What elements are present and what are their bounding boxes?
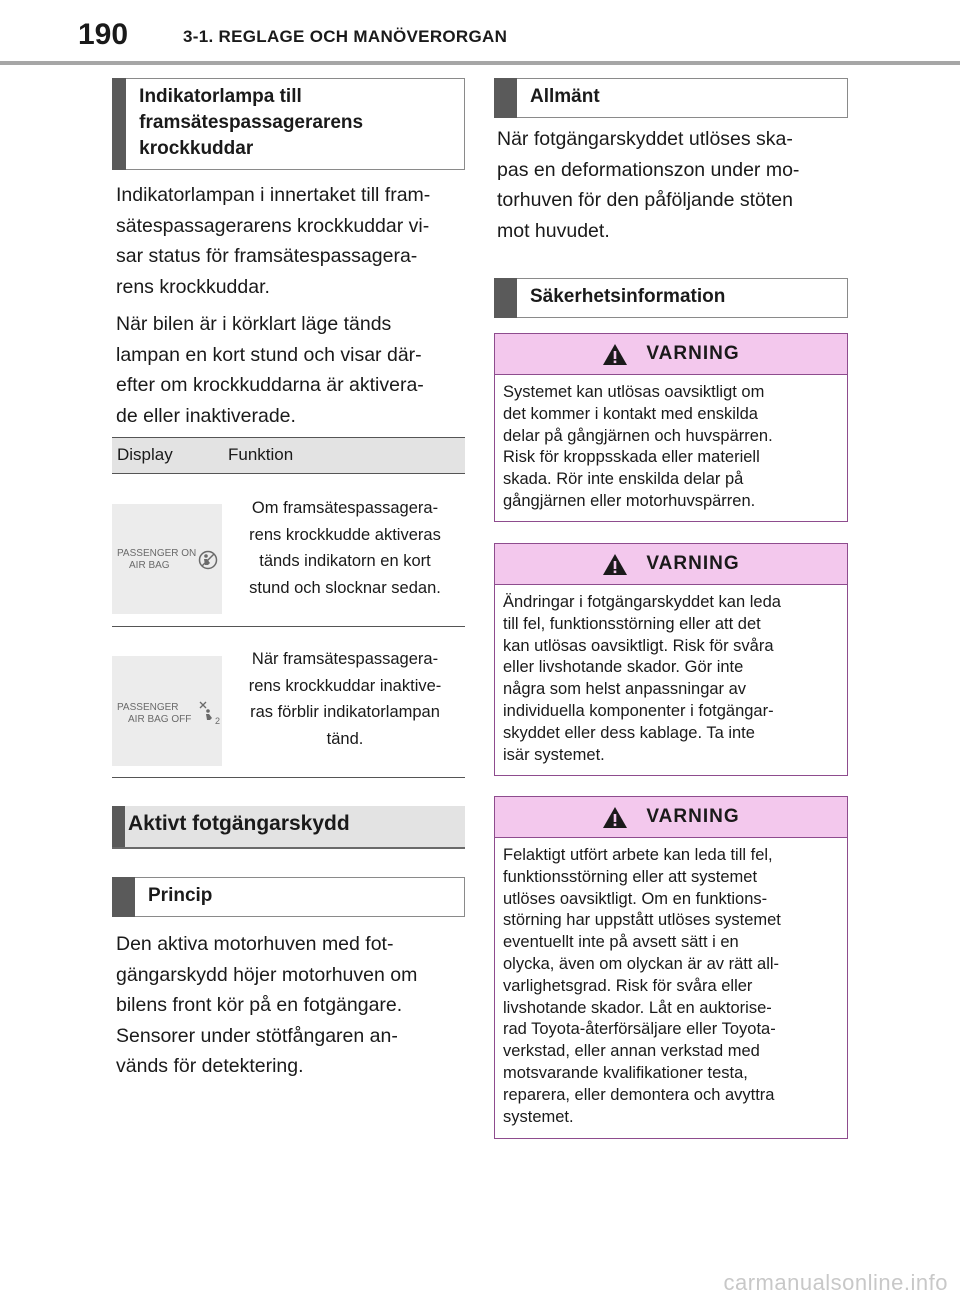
text-line: de eller inaktiverade. xyxy=(116,404,296,427)
table-row-divider xyxy=(112,626,465,627)
text-line: vänds för detektering. xyxy=(116,1055,304,1077)
text-line: sätespassagerarens krockkuddar vi- xyxy=(116,214,430,237)
passenger-seat-off-icon xyxy=(198,700,222,726)
warning-label: VARNING xyxy=(646,806,740,827)
header-rule xyxy=(0,61,960,65)
warning-box xyxy=(494,796,848,1139)
text-line: Sensorer under stötfångaren an- xyxy=(116,1024,398,1047)
text-line: Den aktiva motorhuven med fot- xyxy=(116,933,394,955)
principle-paragraph xyxy=(116,929,466,1082)
text-line: gängarskydd höjer motorhuven om xyxy=(116,963,418,986)
section-title: 3-1. REGLAGE OCH MANÖVERORGAN xyxy=(183,27,508,46)
text-line: efter om krockkuddarna är aktivera- xyxy=(116,374,424,396)
airbag-on-indicator-image: PASSENGER ON AIR BAG xyxy=(112,504,222,614)
safety-heading: Säkerhetsinformation xyxy=(530,286,726,307)
warning-box xyxy=(494,543,848,776)
warning-label: VARNING xyxy=(646,343,740,364)
table-bottom-rule xyxy=(112,777,465,778)
general-heading: Allmänt xyxy=(530,86,600,107)
svg-text:2: 2 xyxy=(215,716,221,726)
indicator-heading-box xyxy=(112,78,465,170)
heading-bar xyxy=(494,78,517,118)
warning-text: Ändringar i fotgängarskyddet kan leda till fel, funktionsstörning eller att det kan utlösas oavsiktligt. Risk för svåra eller livshotande skador. Gör inte några som helst anpassningar av individuella komponenter i fotgängar- skyddet eller dess kablage. Ta inte isär systemet. xyxy=(503,593,781,764)
section-banner-title: Aktivt fotgängarskydd xyxy=(128,812,350,835)
col-function: Funktion xyxy=(228,445,294,464)
principle-heading: Princip xyxy=(148,885,213,906)
heading-bar xyxy=(494,278,517,318)
text-line: När fotgängarskyddet utlöses ska- xyxy=(497,128,793,150)
general-heading-box xyxy=(494,78,848,118)
passenger-seat-icon xyxy=(198,550,218,570)
safety-heading-box xyxy=(494,278,848,318)
warning-text: Felaktigt utfört arbete kan leda till fel, funktionsstörning eller att systemet utlöses oavsiktligt. Om en funktions- störning har uppstått utlöses systemet eventuellt inte på avsett sätt i en olycka, även om olyckan är av rätt all- varlighetsgrad. Risk för svåra eller livshotande skador. Låt en auktorise- rad Toyota-återförsäljare eller Toyota- verkstad, eller annan verkstad med motsvarande kvalifikationer testa, reparera, eller demontera och avyttra systemet. xyxy=(503,846,781,1126)
text-line: rens krockkuddar. xyxy=(116,275,270,298)
general-paragraph xyxy=(497,124,847,246)
watermark: carmanualsonline.info xyxy=(723,1270,948,1295)
warning-box xyxy=(494,333,848,522)
warning-header xyxy=(495,797,847,838)
function-text-on: Om framsätespassagera- rens krockkudde aktiveras tänds indikatorn en kort stund och slocknar sedan. xyxy=(249,499,441,597)
table-header xyxy=(112,437,465,474)
page-number: 190 xyxy=(78,18,129,51)
text-line: Indikatorlampan i innertaket till fram- xyxy=(116,184,431,206)
warning-label: VARNING xyxy=(646,553,740,574)
warning-triangle-icon xyxy=(602,343,628,366)
heading-bar xyxy=(112,78,126,170)
principle-heading-box xyxy=(112,877,465,917)
warning-triangle-icon xyxy=(602,553,628,576)
heading-bar xyxy=(112,877,135,917)
indicator-heading: Indikatorlampa till framsätespassagerarens krockkuddar xyxy=(139,86,364,159)
banner-bar xyxy=(112,806,125,847)
text-line: När bilen är i körklart läge tänds xyxy=(116,313,392,335)
airbag-off-indicator-image: PASSENGER AIR BAG OFF 2 xyxy=(112,656,222,766)
function-text-off: När framsätespassagera- rens krockkuddar inaktive- ras förblir indikatorlampan tänd. xyxy=(248,650,442,748)
col-display: Display xyxy=(117,445,173,464)
warning-header xyxy=(495,544,847,585)
text-line: torhuven för den påföljande stöten xyxy=(497,189,793,211)
section-banner xyxy=(112,806,465,849)
warning-triangle-icon xyxy=(602,806,628,829)
text-line: mot huvudet. xyxy=(497,219,610,242)
warning-header xyxy=(495,334,847,375)
indicator-paragraph xyxy=(116,180,466,431)
text-line: pas en deformationszon under mo- xyxy=(497,158,800,181)
text-line: sar status för framsätespassagera- xyxy=(116,245,418,267)
text-line: bilens front kör på en fotgängare. xyxy=(116,994,403,1016)
text-line: lampan en kort stund och visar där- xyxy=(116,343,422,366)
warning-text: Systemet kan utlösas oavsiktligt om det kommer i kontakt med enskilda delar på gångjärnen och huvspärren. Risk för kroppsskada eller materiell skada. Rör inte enskilda delar på gångjärnen eller motorhuvspärren. xyxy=(503,383,773,510)
